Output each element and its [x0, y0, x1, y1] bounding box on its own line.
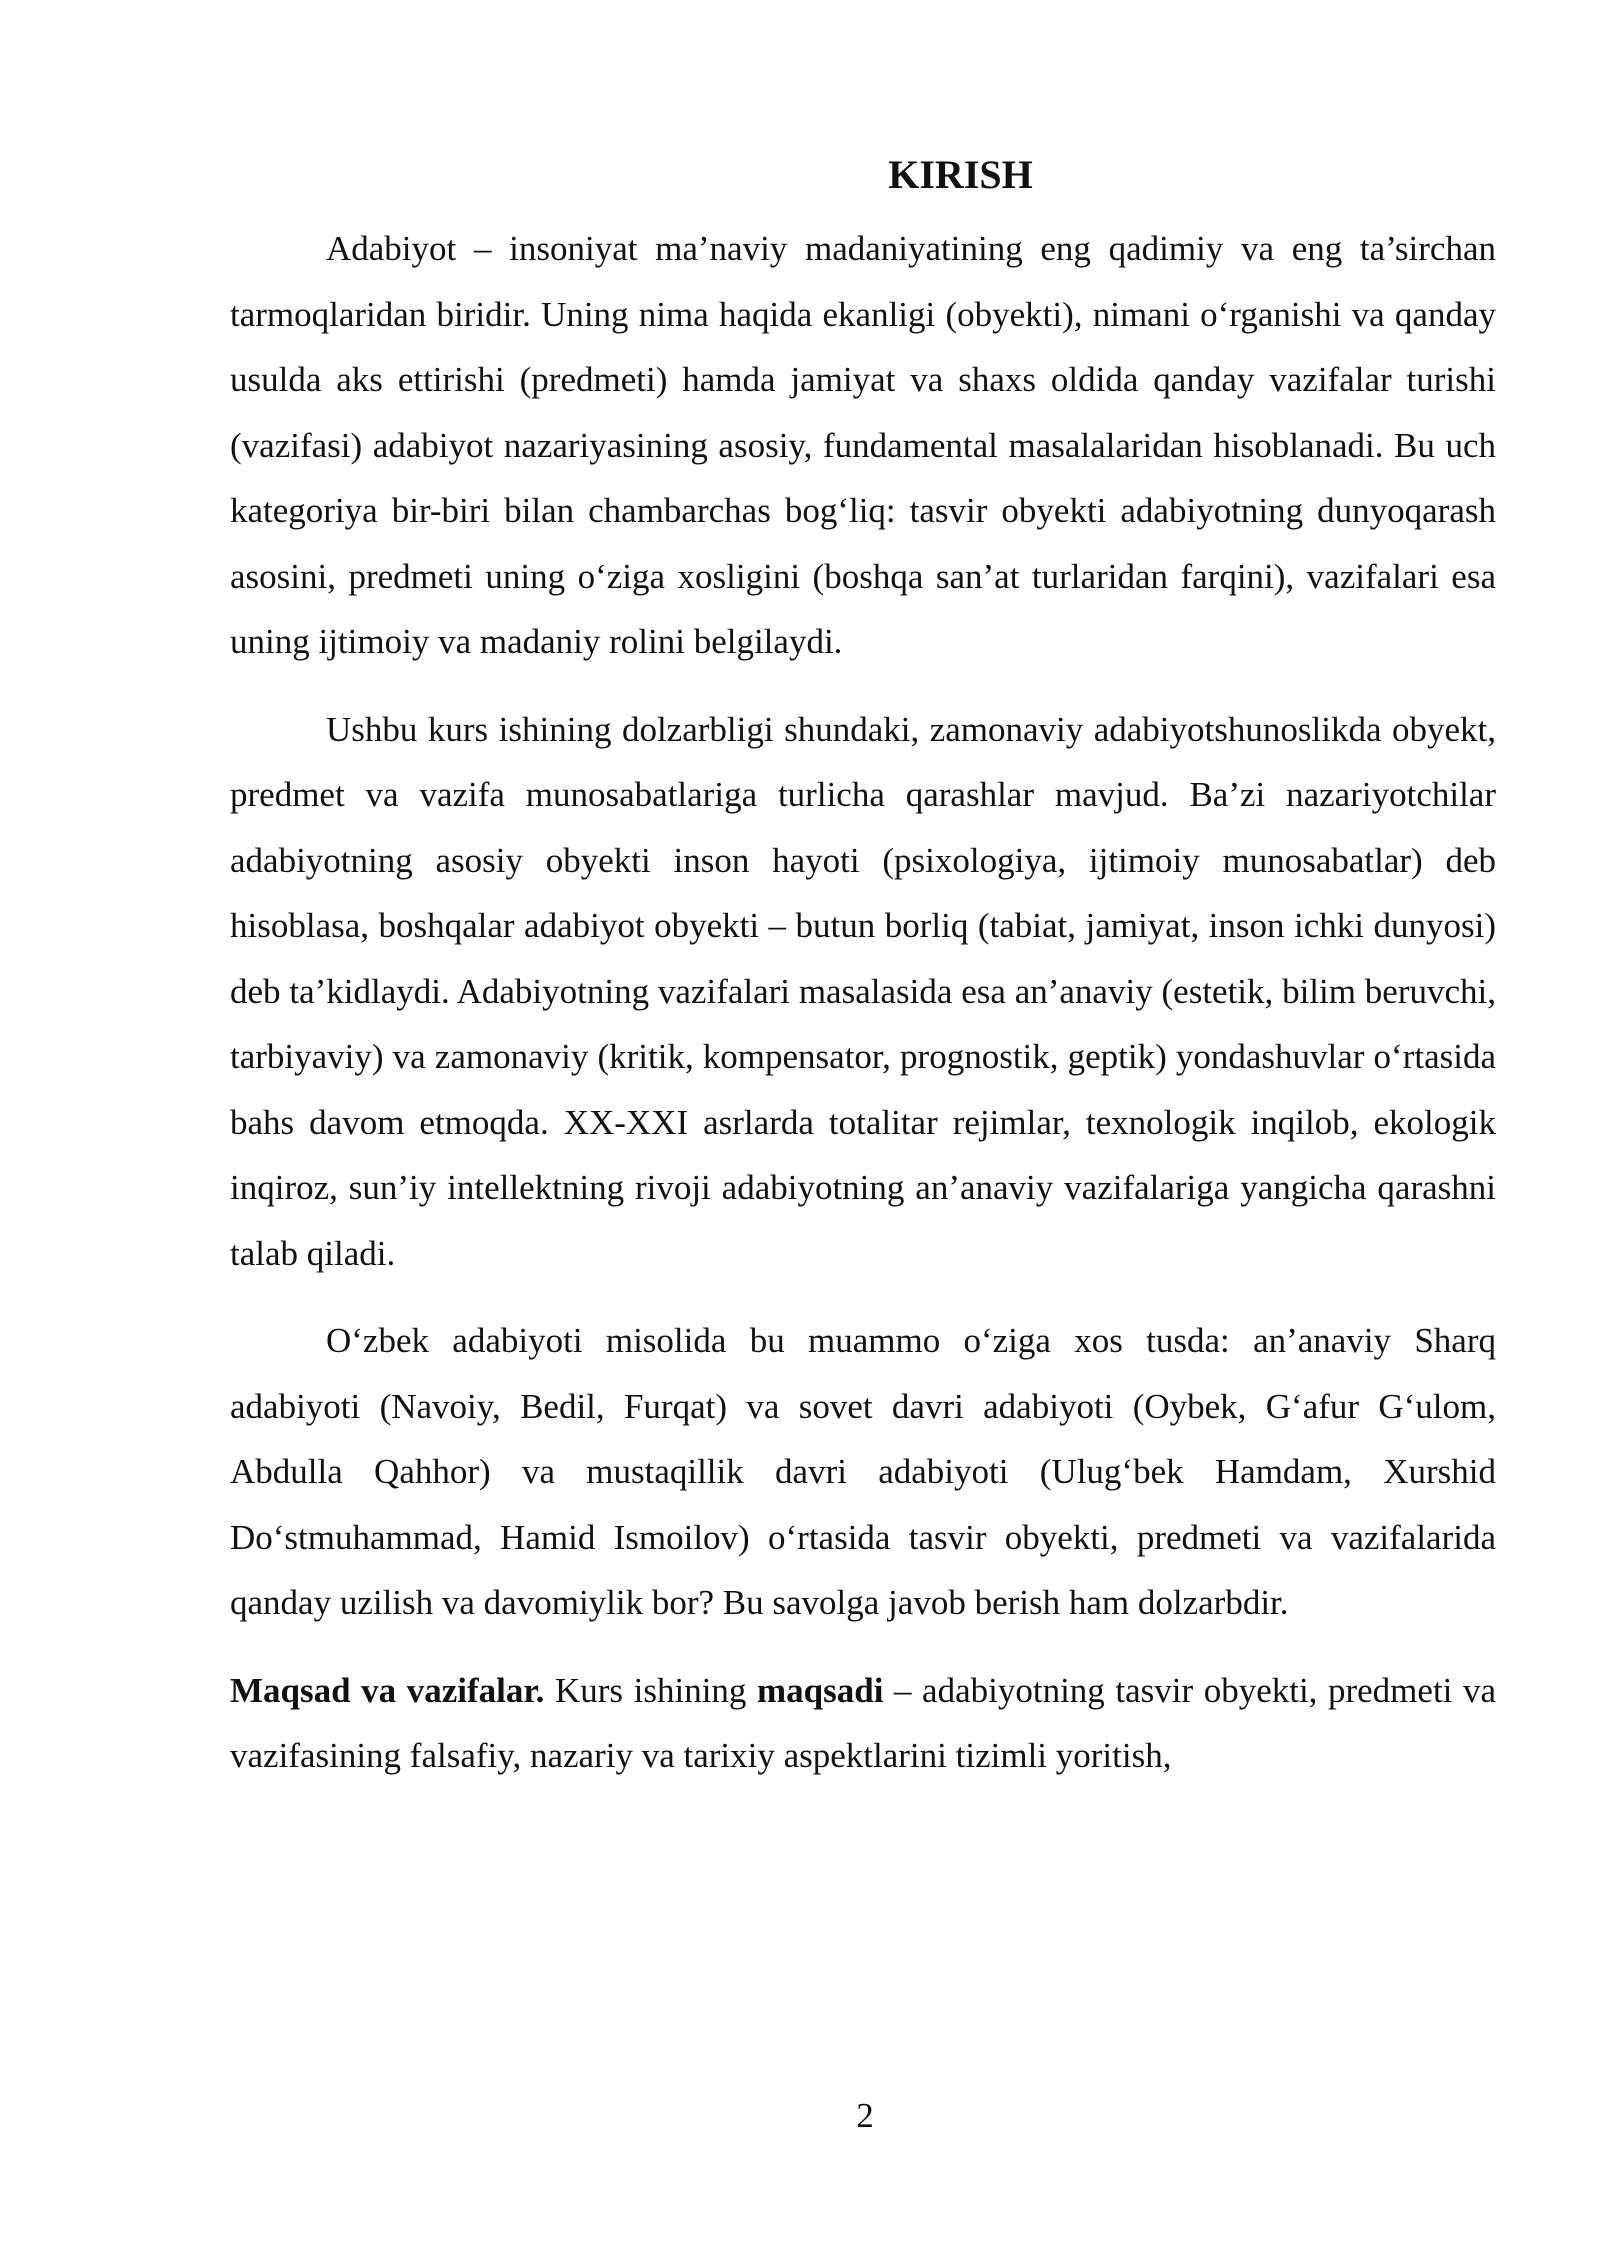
- paragraph-relevance: Ushbu kurs ishining dolzarbligi shundaki, zamonaviy adabiyotshunoslikda obyekt, predmet va vazifa munosabatlariga turlicha qarashlar mavjud. Ba’zi nazariyotchilar adabiyotning asosiy obyekti inson hayoti (psixologiya, ijtimoiy munosabatlar) deb hisoblasa, boshqalar adabiyot obyekti – butun borliq (tabiat, jamiyat, inson ichki dunyosi) deb ta’kidlaydi. Adabiyotning vazifalari masalasida esa an’anaviy (estetik, bilim beruvchi, tarbiyaviy) va zamonaviy (kritik, kompensator, prognostik, geptik) yondashuvlar o‘rtasida bahs davom etmoqda. XX-XXI asrlarda totalitar rejimlar, texnologik inqilob, ekologik inqiroz, sun’iy intellektning rivoji adabiyotning an’anaviy vazifalariga yangicha qarashni talab qiladi.: [230, 709, 1496, 1273]
- document-page: [230, 150, 1496, 1789]
- goals-rest: – adabiyotning tasvir obyekti, predmeti va vazifasining falsafiy, nazariy va tarixiy aspektlarini tizimli yoritish,: [230, 1670, 1496, 1775]
- goals-lead: Kurs ishining: [544, 1670, 757, 1710]
- page-number: 2: [856, 2096, 874, 2135]
- goals-keyword: maqsadi: [756, 1670, 884, 1710]
- paragraph-uzbek-literature: O‘zbek adabiyoti misolida bu muammo o‘ziga xos tusda: an’anaviy Sharq adabiyoti (Navoiy, Bedil, Furqat) va sovet davri adabiyoti (Oybek, G‘afur G‘ulom, Abdulla Qahhor) va mustaqillik davri adabiyoti (Ulug‘bek Hamdam, Xurshid Do‘stmuhammad, Hamid Ismoilov) o‘rtasida tasvir obyekti, predmeti va vazifalarida qanday uzilish va davomiylik bor? Bu savolga javob berish ham dolzarbdir.: [230, 1321, 1496, 1622]
- paragraph-goals: [230, 1658, 1496, 1789]
- paragraph-intro: Adabiyot – insoniyat ma’naviy madaniyatining eng qadimiy va eng ta’sirchan tarmoqlaridan biridir. Uning nima haqida ekanligi (obyekti), nimani o‘rganishi va qanday usulda aks ettirishi (predmeti) hamda jamiyat va shaxs oldida qanday vazifalar turishi (vazifasi) adabiyot nazariyasining asosiy, fundamental masalalaridan hisoblanadi. Bu uch kategoriya bir-biri bilan chambarchas bog‘liq: tasvir obyekti adabiyotning dunyoqarash asosini, predmeti uning o‘ziga xosligini (boshqa san’at turlaridan farqini), vazifalari esa uning ijtimoiy va madaniy rolini belgilaydi.: [230, 229, 1496, 661]
- page-title: KIRISH: [888, 152, 1033, 197]
- goals-heading: Maqsad va vazifalar.: [230, 1670, 545, 1710]
